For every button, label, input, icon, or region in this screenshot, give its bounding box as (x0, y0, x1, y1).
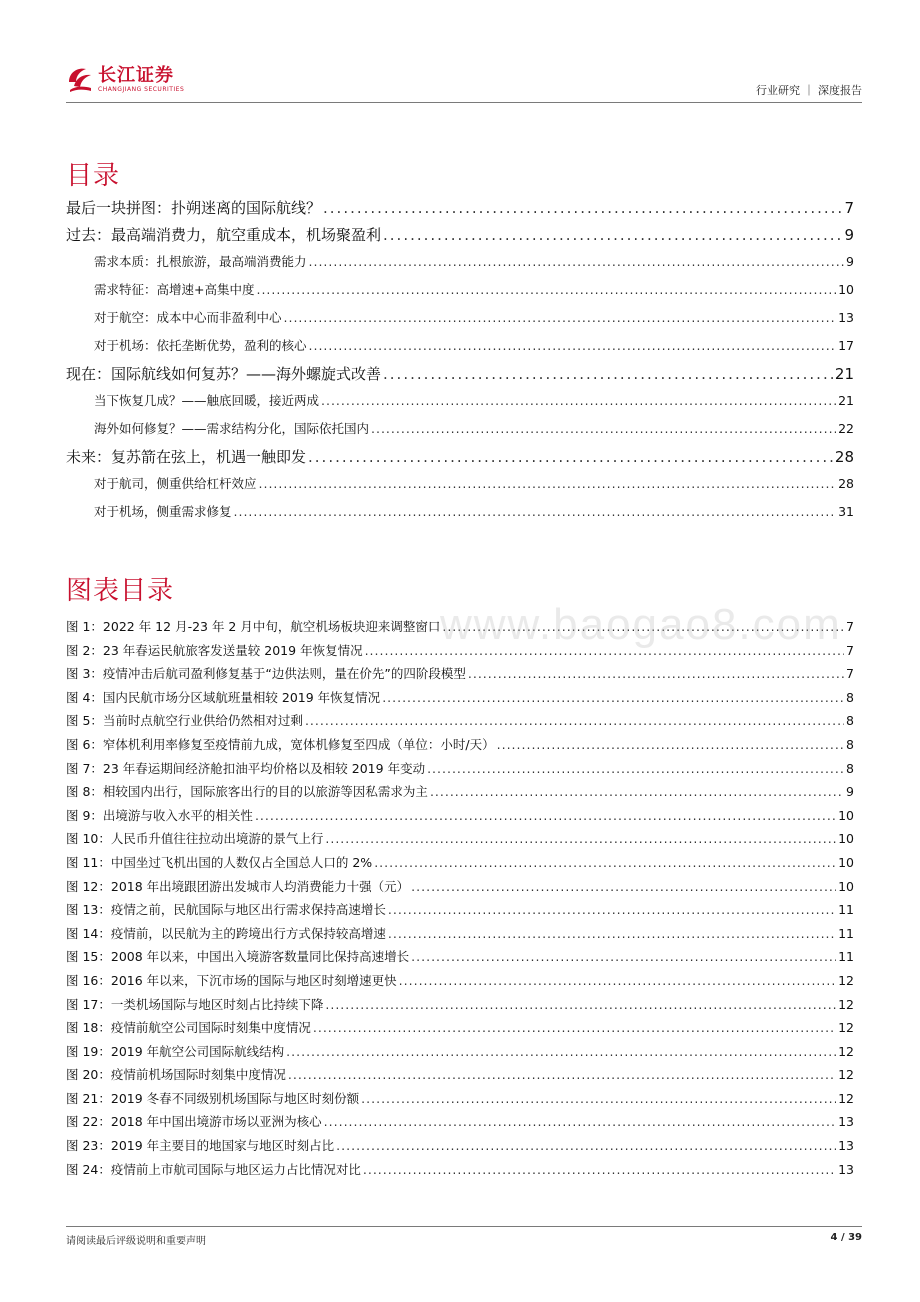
figure-entry-label: 图 16：2016 年以来，下沉市场的国际与地区时刻增速更快 (66, 972, 397, 988)
page-header (66, 62, 862, 104)
logo-english-name: CHANGJIANG SECURITIES (98, 86, 185, 93)
dot-leader (323, 195, 842, 221)
toc-entry-section[interactable] (66, 304, 854, 332)
figure-entry-page: 12 (838, 996, 854, 1012)
dot-leader (259, 470, 837, 498)
dot-leader (382, 686, 844, 710)
toc-entry-section-page: 31 (838, 504, 854, 519)
figure-entry-page: 12 (838, 1090, 854, 1106)
figure-entry-page: 10 (838, 878, 854, 894)
toc-entry-chapter-label: 最后一块拼图：扑朔迷离的国际航线？ (66, 199, 322, 217)
dot-leader (383, 222, 842, 248)
changjiang-logo-icon (66, 64, 94, 96)
figure-entry[interactable] (66, 804, 854, 828)
toc-entry-section-label: 当下恢复几成？——触底回暖，接近两成 (94, 393, 320, 408)
figure-entry[interactable] (66, 1016, 854, 1040)
figure-entry-label: 图 23：2019 年主要目的地国家与地区时刻占比 (66, 1138, 335, 1154)
figure-entry-label: 图 12：2018 年出境跟团游出发城市人均消费能力十强（元） (66, 878, 410, 894)
page-number: 4 / 39 (830, 1232, 862, 1243)
dot-leader (324, 1110, 836, 1134)
dot-leader (336, 1134, 836, 1158)
toc-entry-section-page: 28 (838, 476, 854, 491)
dot-leader (430, 780, 844, 804)
figure-entry[interactable] (66, 709, 854, 733)
dot-leader (383, 361, 833, 387)
dot-leader (399, 969, 836, 993)
figures-title: 图表目录 (66, 576, 175, 606)
dot-leader (411, 875, 836, 899)
figure-entry-label: 图 1：2022 年 12 月-23 年 2 月中旬，航空机场板块迎来调整窗口 (66, 619, 441, 634)
figure-entry-page: 10 (838, 854, 854, 870)
toc-entry-section-label: 对于机场：依托垄断优势，盈利的核心 (94, 338, 307, 353)
report-category: 行业研究 ｜ 深度报告 (756, 84, 862, 97)
dot-leader (309, 332, 837, 360)
dot-leader (468, 662, 844, 686)
figure-entry[interactable] (66, 1158, 854, 1182)
toc-entry-chapter[interactable] (66, 222, 854, 248)
toc-entry-section-label: 对于航空：成本中心而非盈利中心 (94, 310, 282, 325)
footer-disclaimer: 请阅读最后评级说明和重要声明 (66, 1236, 206, 1247)
dot-leader (363, 1158, 836, 1182)
toc-entry-chapter-page: 21 (834, 365, 854, 383)
dot-leader (305, 709, 844, 733)
figure-entry-label: 图 11：中国坐过飞机出国的人数仅占全国总人口的 2% (66, 854, 373, 870)
figure-entry[interactable] (66, 780, 854, 804)
toc-entry-chapter[interactable] (66, 444, 854, 470)
figure-entry-label: 图 2：23 年春运民航旅客发送量较 2019 年恢复情况 (66, 642, 363, 658)
figure-entry-label: 图 20：疫情前机场国际时刻集中度情况 (66, 1067, 286, 1083)
dot-leader (284, 304, 837, 332)
figure-entry-page: 11 (838, 949, 854, 965)
figure-entry-label: 图 21：2019 冬春不同级别机场国际与地区时刻份额 (66, 1090, 360, 1106)
toc-entry-chapter-page: 7 (844, 199, 854, 217)
toc-title: 目录 (66, 161, 121, 191)
figure-entry-label: 图 17：一类机场国际与地区时刻占比持续下降 (66, 996, 324, 1012)
figure-entry[interactable] (66, 1087, 854, 1111)
dot-leader (309, 248, 845, 276)
figure-entry[interactable] (66, 733, 854, 757)
figure-entry-page: 9 (846, 784, 854, 800)
figure-entry-label: 图 7：23 年春运期间经济舱扣油平均价格以及相较 2019 年变动 (66, 760, 426, 776)
figure-entry[interactable] (66, 1110, 854, 1134)
toc-entry-chapter[interactable] (66, 195, 854, 221)
figure-entry[interactable] (66, 898, 854, 922)
figure-entry-label: 图 13：疫情之前，民航国际与地区出行需求保持高速增长 (66, 902, 386, 918)
toc-entry-section[interactable] (66, 332, 854, 360)
figure-entry-label: 图 15：2008 年以来，中国出入境游客数量同比保持高速增长 (66, 949, 410, 965)
dot-leader (286, 1040, 836, 1064)
dot-leader (256, 276, 836, 304)
figure-entry-page: 11 (838, 925, 854, 941)
toc-entry-section[interactable] (66, 470, 854, 498)
figure-entry-page: 12 (838, 1067, 854, 1083)
toc-entry-section[interactable] (66, 498, 854, 526)
figure-entry-page: 8 (846, 689, 854, 705)
figure-entry-page: 13 (838, 1138, 854, 1154)
logo-chinese-name: 长江证券 (98, 65, 174, 86)
figure-entry[interactable] (66, 827, 854, 851)
dot-leader (497, 733, 844, 757)
figure-entry-page: 7 (846, 619, 854, 634)
figure-entry[interactable] (66, 686, 854, 710)
header-rule (66, 102, 862, 103)
toc-entry-section[interactable] (66, 415, 854, 443)
dot-leader (325, 827, 836, 851)
figure-entry[interactable] (66, 1134, 854, 1158)
figure-entry-label: 图 3：疫情冲击后航司盈利修复基于“边供法则，量在价先”的四阶段模型 (66, 666, 466, 682)
table-of-contents (66, 195, 854, 526)
figure-entry-label: 图 5：当前时点航空行业供给仍然相对过剩 (66, 713, 303, 729)
figure-entry-page: 8 (846, 713, 854, 729)
figure-entry-page: 13 (838, 1114, 854, 1130)
figure-entry[interactable] (66, 662, 854, 686)
toc-entry-section[interactable] (66, 276, 854, 304)
toc-entry-chapter-label: 未来：复苏箭在弦上，机遇一触即发 (66, 448, 307, 466)
toc-entry-section-label: 需求特征：高增速+高集中度 (94, 282, 255, 297)
watermark: www.baogao8.com (440, 600, 842, 649)
figure-entry-page: 7 (846, 666, 854, 682)
figure-entry-page: 12 (838, 1043, 854, 1059)
dot-leader (374, 851, 836, 875)
dot-leader (388, 898, 836, 922)
figure-entry-page: 8 (846, 760, 854, 776)
figure-entry-label: 图 19：2019 年航空公司国际航线结构 (66, 1043, 285, 1059)
toc-entry-section-page: 17 (838, 338, 854, 353)
toc-entry-section-page: 22 (838, 421, 854, 436)
dot-leader (427, 757, 844, 781)
toc-entry-section-label: 海外如何修复？——需求结构分化，国际依托国内 (94, 421, 370, 436)
dot-leader (411, 945, 836, 969)
figure-entry-page: 13 (838, 1161, 854, 1177)
dot-leader (288, 1063, 836, 1087)
figure-entry-label: 图 6：窄体机利用率修复至疫情前九成，宽体机修复至四成（单位：小时/天） (66, 736, 495, 752)
toc-entry-section-page: 10 (838, 282, 854, 297)
dot-leader (308, 444, 833, 470)
toc-entry-section-page: 9 (846, 254, 854, 269)
figure-entry-page: 8 (846, 736, 854, 752)
figure-entry-page: 10 (838, 831, 854, 847)
toc-entry-chapter[interactable] (66, 361, 854, 387)
figure-entry-label: 图 18：疫情前航空公司国际时刻集中度情况 (66, 1020, 311, 1036)
figure-entry[interactable] (66, 851, 854, 875)
figure-entry[interactable] (66, 875, 854, 899)
figure-entry-label: 图 10：人民币升值往往拉动出境游的景气上行 (66, 831, 324, 847)
dot-leader (255, 804, 836, 828)
toc-entry-section-page: 21 (838, 393, 854, 408)
figure-entry[interactable] (66, 969, 854, 993)
toc-entry-chapter-page: 28 (834, 448, 854, 466)
dot-leader (388, 922, 836, 946)
toc-entry-chapter-label: 过去：最高端消费力，航空重成本，机场聚盈利 (66, 226, 382, 244)
figure-list (66, 615, 854, 1181)
figure-entry-label: 图 9：出境游与收入水平的相关性 (66, 807, 253, 823)
figure-entry-label: 图 8：相较国内出行，国际旅客出行的目的以旅游等因私需求为主 (66, 784, 428, 800)
figure-entry[interactable] (66, 993, 854, 1017)
toc-entry-section[interactable] (66, 248, 854, 276)
figure-entry[interactable] (66, 757, 854, 781)
figure-entry-page: 11 (838, 902, 854, 918)
toc-entry-section-label: 需求本质：扎根旅游，最高端消费能力 (94, 254, 307, 269)
figure-entry[interactable] (66, 945, 854, 969)
toc-entry-section[interactable] (66, 387, 854, 415)
figure-entry-label: 图 14：疫情前，以民航为主的跨境出行方式保持较高增速 (66, 925, 386, 941)
figure-entry-page: 7 (846, 642, 854, 658)
toc-entry-chapter-label: 现在：国际航线如何复苏？——海外螺旋式改善 (66, 365, 382, 383)
dot-leader (371, 415, 836, 443)
figure-entry-page: 12 (838, 972, 854, 988)
figure-entry-label: 图 22：2018 年中国出境游市场以亚洲为核心 (66, 1114, 322, 1130)
figure-entry[interactable] (66, 1040, 854, 1064)
toc-entry-section-label: 对于航司，侧重供给杠杆效应 (94, 476, 257, 491)
figure-entry-page: 10 (838, 807, 854, 823)
company-logo (66, 62, 184, 98)
figure-entry[interactable] (66, 922, 854, 946)
dot-leader (361, 1087, 836, 1111)
figure-entry-label: 图 4：国内民航市场分区域航班量相较 2019 年恢复情况 (66, 689, 381, 705)
toc-entry-section-page: 13 (838, 310, 854, 325)
toc-entry-chapter-page: 9 (844, 226, 854, 244)
dot-leader (325, 993, 836, 1017)
figure-entry[interactable] (66, 1063, 854, 1087)
dot-leader (321, 387, 836, 415)
figure-entry-page: 12 (838, 1020, 854, 1036)
footer-rule (66, 1226, 862, 1227)
toc-entry-section-label: 对于机场，侧重需求修复 (94, 504, 232, 519)
dot-leader (234, 498, 837, 526)
figure-entry-label: 图 24：疫情前上市航司国际与地区运力占比情况对比 (66, 1161, 361, 1177)
dot-leader (313, 1016, 836, 1040)
